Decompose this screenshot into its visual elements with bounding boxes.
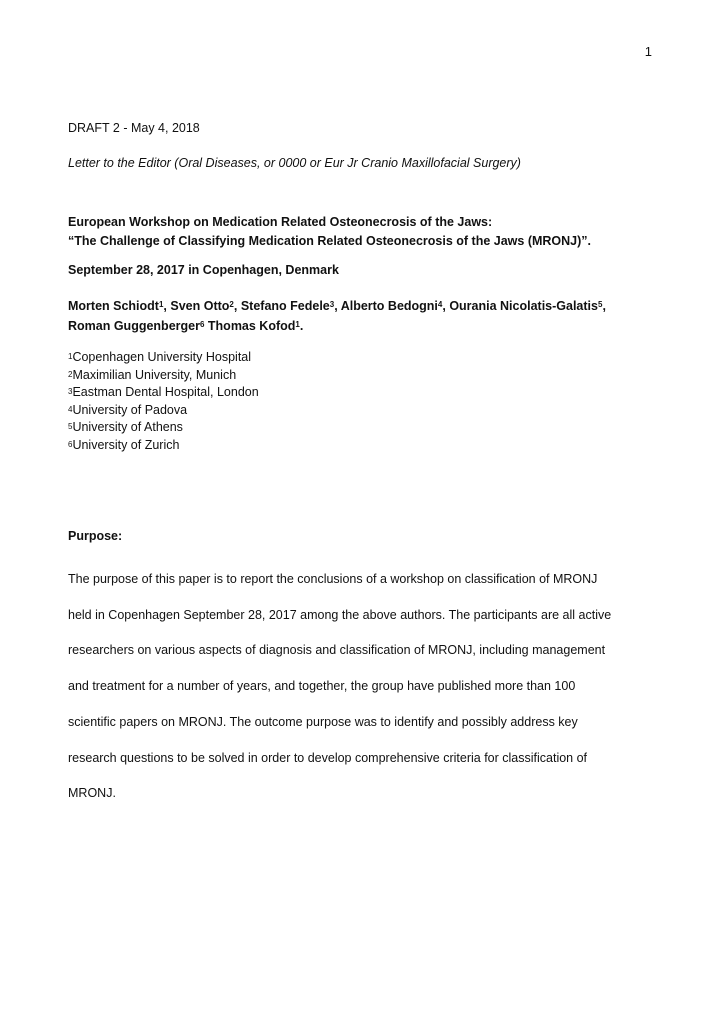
paragraph-line: research questions to be solved in order to develop comprehensive criteria for classification of [68,750,588,765]
affiliation: $^1$Copenhagen University Hospital [68,350,252,364]
author: Alberto Bedogni$^4$, [340,299,450,313]
meeting-date: September 28, 2017 in Copenhagen, Denmark [68,263,339,277]
author: Thomas Kofod$^1$. [207,319,304,333]
affiliation: $^5$University of Athens [68,420,183,435]
author: Ourania Nicolatis-Galatis$^5$, [449,299,606,313]
affiliation: $^4$University of Padova [68,402,188,417]
author-list [68,296,658,336]
document-title [68,213,658,251]
purpose-paragraph [68,562,658,812]
author: Sven Otto$^2$, [170,299,241,313]
author: Stefano Fedele$^3$, [240,299,341,313]
paragraph-line: MRONJ. [68,786,116,801]
paragraph-line: and treatment for a number of years, and together, the group have published more than 100 [68,679,576,694]
author: Morten Schiodt$^1$, [68,299,171,313]
paragraph-line: scientific papers on MRONJ. The outcome purpose was to identify and possibly address key [68,714,578,729]
title-line-2: “The Challenge of Classifying Medication Related Osteonecrosis of the Jaws (MRONJ)”. [68,234,592,248]
paragraph-line: researchers on various aspects of diagnosis and classification of MRONJ, including management [68,643,606,658]
page-number: 1 [644,44,652,59]
affiliation: $^3$Eastman Dental Hospital, London [68,385,259,400]
author: Roman Guggenberger$^6$ [68,319,205,333]
affiliation: $^6$University of Zurich [68,437,180,452]
affiliation-list [68,349,658,455]
letter-line: Letter to the Editor (Oral Diseases, or 0000 or Eur Jr Cranio Maxillofacial Surgery) [68,156,521,170]
title-line-1: European Workshop on Medication Related Osteonecrosis of the Jaws: [68,215,493,229]
affiliation: $^2$Maximilian University, Munich [68,367,237,382]
paragraph-line: held in Copenhagen September 28, 2017 among the above authors. The participants are all active [68,607,612,622]
purpose-heading: Purpose: [68,529,123,543]
draft-line: DRAFT 2 - May 4, 2018 [68,121,200,135]
paragraph-line: The purpose of this paper is to report the conclusions of a workshop on classification of MRONJ [68,572,598,586]
